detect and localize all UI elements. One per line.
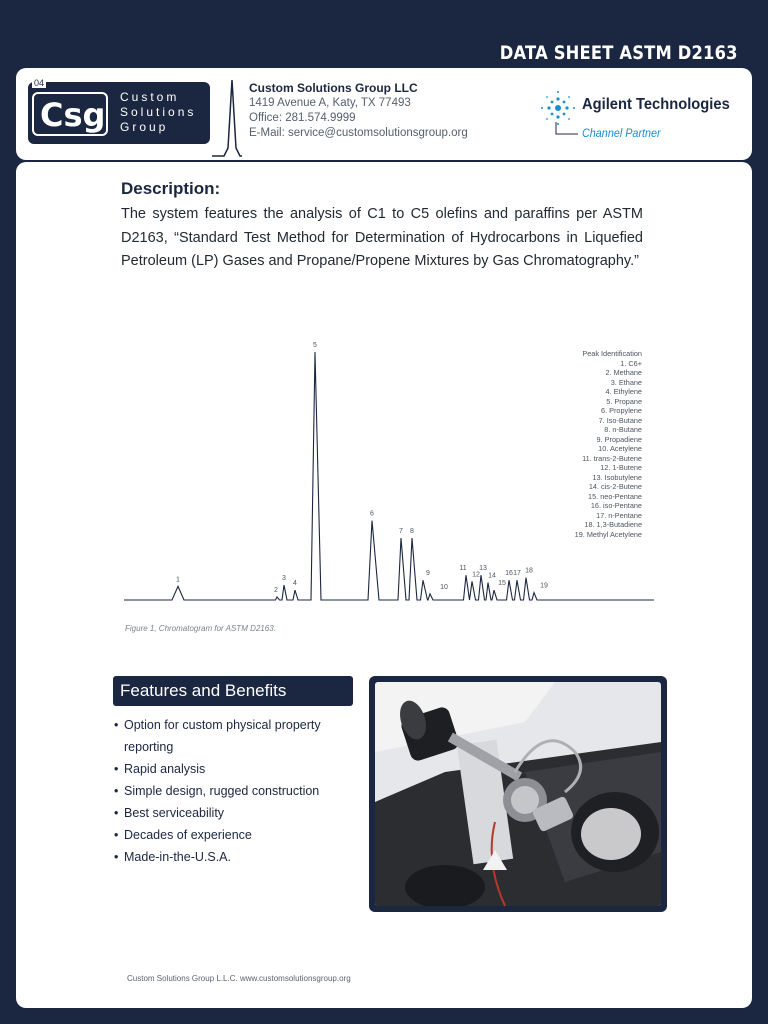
peak-identification [575, 349, 642, 539]
logo-mark-box [32, 78, 108, 136]
legend-entry: 10. Acetylene [598, 444, 642, 453]
logo-word: Group [120, 120, 169, 134]
logo-peak-icon [212, 78, 242, 160]
peak-labels [176, 342, 548, 594]
peak-label: 8 [410, 528, 414, 535]
legend-entry: 11. trans-2-Butene [582, 453, 642, 463]
legend-entry: 9. Propadiene [596, 434, 642, 444]
legend-entry: 19. Methyl Acetylene [574, 529, 642, 539]
peak-label: 2 [274, 587, 278, 594]
peak-label: 3 [282, 575, 286, 583]
list-item: • Simple design, rugged construction [114, 780, 364, 802]
legend-entry: 15. neo-Pentane [588, 491, 642, 501]
peak-label: 11 [459, 565, 467, 573]
features-title: Features and Benefits [120, 681, 287, 700]
partner-connector [554, 122, 580, 138]
list-item: • Made-in-the-U.S.A. [114, 846, 364, 868]
legend-entry: 17. n-Pentane [596, 510, 642, 520]
peak-label: 13 [479, 565, 487, 573]
legend-title: Peak Identification [582, 349, 642, 358]
figure-caption: Figure 1, Chromatogram for ASTM D2163. [125, 624, 276, 633]
legend-entry: 4. Ethylene [605, 387, 642, 396]
company-address: 1419 Avenue A, Katy, TX 77493 [249, 97, 411, 109]
legend-entry: 2. Methane [605, 368, 642, 377]
peak-label: 16 [505, 570, 513, 578]
instrument-photo [375, 682, 661, 906]
agilent-logo [536, 88, 736, 148]
company-name: Custom Solutions Group LLC [249, 81, 418, 95]
agilent-name: Agilent Technologies [582, 96, 730, 113]
logo-number: 04 [34, 78, 45, 88]
legend-entry: 18. 1,3-Butadiene [584, 520, 642, 529]
legend-entry: 1. C6+ [620, 358, 642, 368]
legend-entry: 6. Propylene [601, 406, 642, 415]
legend-entry: 5. Propane [606, 396, 642, 406]
legend-list [575, 359, 642, 540]
legend-entry: 12. 1-Butene [600, 463, 642, 472]
peak-label: 9 [426, 570, 430, 578]
legend-entry: 16. iso-Pentane [590, 501, 642, 510]
peak-label: 4 [293, 580, 297, 588]
list-item: • Best serviceability [114, 802, 364, 824]
description-title: Description: [121, 179, 221, 198]
csg-logo [28, 78, 210, 144]
peak-label: 7 [399, 528, 403, 535]
peak-label: 15 [498, 580, 506, 588]
features-header [113, 676, 353, 706]
legend-entry: 13. Isobutylene [592, 472, 642, 482]
footer-text: Custom Solutions Group L.L.C. www.customsolutionsgroup.org [127, 974, 351, 983]
logo-words [120, 90, 196, 135]
legend-entry: 14. cis-2-Butene [588, 482, 642, 491]
company-office: Office: 281.574.9999 [249, 112, 356, 124]
document-title: DATA SHEET ASTM D2163 [500, 42, 738, 64]
peak-label: 18 [525, 567, 533, 575]
channel-partner-label: Channel Partner [582, 126, 661, 140]
peak-label: 5 [313, 342, 317, 349]
legend-entry: 8. n-Butane [604, 425, 642, 434]
logo-word: Solutions [120, 105, 197, 119]
peak-label: 12 [472, 571, 480, 579]
legend-entry: 3. Ethane [610, 377, 642, 387]
logo-mark: Csg [40, 96, 106, 134]
list-item: • Decades of experience [114, 824, 364, 846]
header-card [16, 68, 752, 160]
list-item: • Rapid analysis [114, 758, 364, 780]
peak-label: 19 [540, 582, 548, 590]
peak-label: 6 [370, 510, 374, 518]
peak-label: 10 [440, 583, 448, 591]
company-email[interactable]: E-Mail: service@customsolutionsgroup.org [249, 127, 468, 139]
instrument-photo-frame [369, 676, 667, 912]
peak-label: 17 [513, 570, 521, 578]
features-list [114, 714, 364, 868]
peak-label: 1 [176, 576, 180, 584]
company-contact [249, 81, 468, 141]
description-body: The system features the analysis of C1 to C5 olefins and paraffins per ASTM D2163, “Standard Test Method for Determination of Hydrocarbons in Liquefied Petroleum (LP) Gases and Propane/Propene Mixtures by Gas Chromatography.” [121, 206, 643, 269]
list-item: • Option for custom physical property reporting [114, 714, 364, 758]
legend-entry: 7. Iso-Butane [598, 415, 642, 425]
main-card [16, 162, 752, 1008]
logo-word: Custom [120, 90, 180, 104]
peak-label: 14 [488, 572, 496, 580]
